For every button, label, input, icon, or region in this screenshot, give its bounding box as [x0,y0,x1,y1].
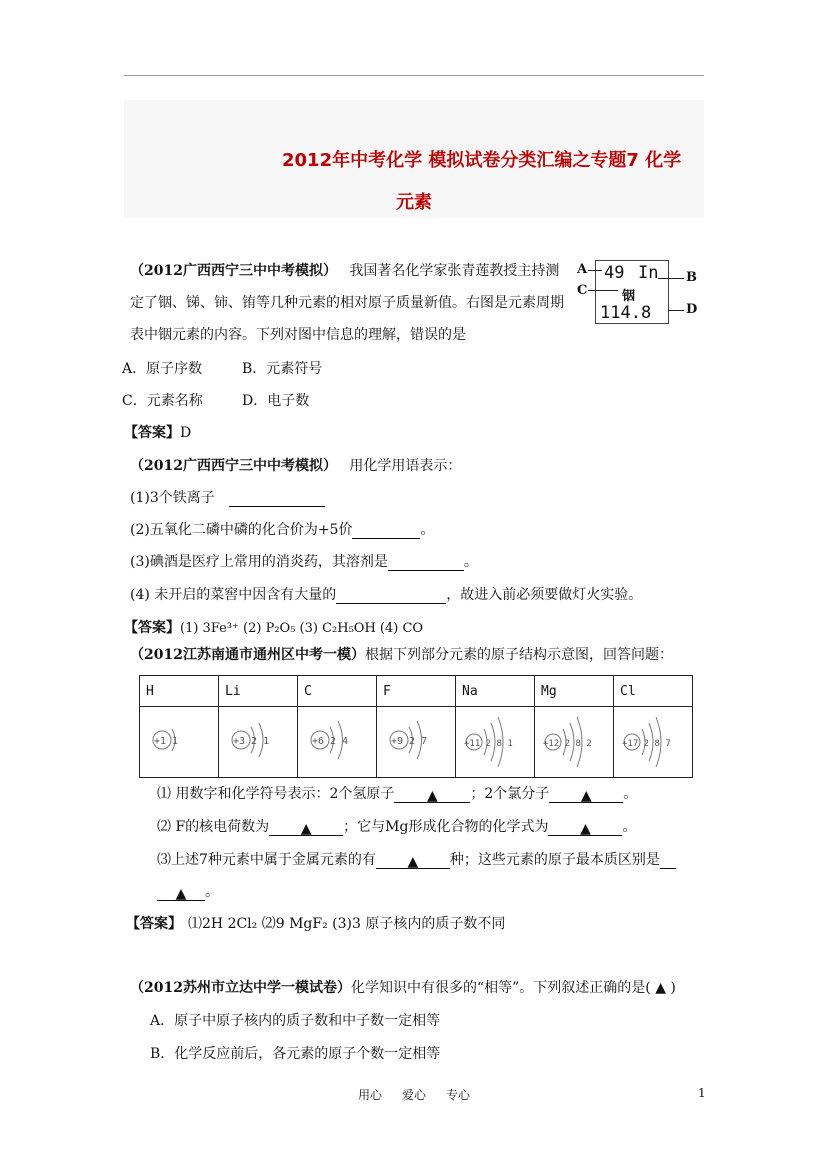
q2-answer [124,617,423,637]
q3-blank5[interactable]: ▲ [376,854,450,869]
q3-item3b: 种；这些元素的原子最本质区别是 [449,852,660,868]
atom-diagram-cl [614,707,692,773]
atom-label: +17 2 8 7 [622,739,671,749]
table-row [140,676,693,707]
doc-title-line2: 元素 [396,192,432,213]
answer-label: 【答案】 [124,620,180,636]
q1-option-c: C．元素名称 [122,393,203,409]
q2-item2-period: 。 [420,522,435,538]
answer-value: (1) 3Fe³⁺ (2) P₂O₅ (3) C₂H₅OH (4) CO [180,621,424,636]
q2-item3-period: 。 [463,554,478,570]
atom-diagram-mg [535,707,613,773]
q2-item2 [130,519,434,539]
q3-source: （2012江苏南通市通州区中考一模） [130,647,365,663]
q2-intro: 用化学用语表示： [349,458,462,474]
element-symbol-cell: C [298,676,377,707]
q3-blank3[interactable]: ▲ [269,821,343,836]
footer-motto-1: 用心 [358,1088,383,1102]
label-b: B [686,270,697,285]
q2-item4-text: (4) 未开启的菜窖中因含有大量的 [130,587,337,603]
q1-option-b: B．元素符号 [242,361,323,377]
atom-diagram-cell [219,707,298,778]
pointer-d [668,310,684,311]
q1-option-d: D．电子数 [242,393,310,409]
atom-structure-table [139,675,693,778]
doc-title-line1: 2012年中考化学 模拟试卷分类汇编之专题7 化学 [282,150,682,171]
q3-item1 [157,783,637,803]
atom-diagram-cell [377,707,456,778]
q2-blank1[interactable] [229,492,325,507]
q1-text1: 我国著名化学家张青莲教授主持测 [349,263,560,279]
pointer-b [658,278,684,279]
pointer-c [588,290,618,291]
q1-option-a: A．原子序数 [122,361,203,377]
element-name: 铟 [622,289,636,304]
atom-label: +1 1 [154,736,179,747]
atomic-number: 49 [604,263,625,283]
element-symbol-cell: Li [219,676,298,707]
q2-line1 [130,455,461,475]
q3-item2 [157,816,636,836]
q1-line1 [130,260,559,280]
q2-blank2[interactable] [352,524,420,539]
element-symbol-cell: H [140,676,219,707]
q2-item4-tail: ，故进入前必须要做灯火实验。 [446,587,643,603]
element-symbol-cell: Na [456,676,535,707]
element-symbol-cell: Cl [614,676,693,707]
atom-diagram-c [298,707,376,773]
q2-item1-text: (1)3个铁离子 [130,490,215,506]
q3-item2a: ⑵ F的核电荷数为 [157,819,270,835]
q3-intro: 根据下列部分元素的原子结构示意图，回答问题： [364,647,673,663]
footer-motto-3: 专心 [446,1088,471,1102]
q2-item4 [130,584,642,604]
q2-blank3[interactable] [388,556,464,571]
q2-blank4[interactable] [336,589,446,604]
q3-item2b: ；它与Mg形成化合物的化学式为 [343,819,549,835]
answer-value: D [180,425,192,441]
header-rule [124,75,704,76]
atom-diagram-h [140,707,218,773]
q3-item1-period: 。 [623,786,638,802]
atom-label: +9 2 7 [391,736,428,747]
q4-option-a: A．原子中原子核内的质子数和中子数一定相等 [150,1013,441,1029]
q3-blank2[interactable]: ▲ [549,788,623,803]
q4-source: （2012苏州市立达中学一模试卷） [130,980,351,996]
q3-item1b: ；2个氯分子 [470,786,550,802]
q3-item3-period: 。 [205,884,219,900]
atom-label: +6 2 4 [312,736,349,747]
q4-text: 化学知识中有很多的“相等”。下列叙述正确的是( ▲ ) [350,980,676,996]
q2-item3 [130,551,478,571]
label-d: D [686,302,698,317]
atom-label: +11 2 8 1 [464,739,513,749]
q2-item2-text: (2)五氧化二磷中磷的化合价为+5价 [130,522,353,538]
q3-item3a: ⑶上述7种元素中属于金属元素的有 [157,852,376,868]
q3-line1 [130,644,673,664]
q2-item3-text: (3)碘酒是医疗上常用的消炎药，其溶剂是 [130,554,388,570]
q3-item1a: ⑴ 用数字和化学符号表示：2个氢原子 [157,786,395,802]
q3-blank4[interactable]: ▲ [548,821,622,836]
pointer-a [588,270,602,271]
q1-text3: 表中铟元素的内容。下列对图中信息的理解，错误的是 [130,327,466,343]
atom-label: +12 2 8 2 [543,739,592,749]
footer-motto-2: 爱心 [402,1088,427,1102]
atom-diagram-cell [140,707,219,778]
answer-value: ⑴2H 2Cl₂ ⑵9 MgF₂ (3)3 原子核内的质子数不同 [188,916,506,932]
atom-diagram-cell [298,707,377,778]
q4-option-b: B．化学反应前后，各元素的原子个数一定相等 [150,1046,441,1062]
q1-text2: 定了铟、锑、铈、铕等几种元素的相对原子质量新值。右图是元素周期 [130,295,564,311]
element-indium-box [595,260,669,324]
atom-diagram-cell [614,707,693,778]
page-number: 1 [698,1086,706,1100]
atom-diagram-li [219,707,297,773]
atom-diagram-na [456,707,534,773]
answer-label: 【答案】 [124,425,180,441]
q3-item2-period: 。 [622,819,637,835]
q2-item1 [130,487,325,507]
q3-item3 [157,849,676,869]
q3-blank6[interactable]: ▲ [157,886,205,901]
atom-diagram-cell [456,707,535,778]
q1-answer [124,422,191,442]
q1-source: （2012广西西宁三中中考模拟） [130,263,337,279]
label-a: A [577,262,588,277]
element-symbol-cell: Mg [535,676,614,707]
q3-blank1[interactable]: ▲ [394,788,470,803]
q4-line1 [130,977,676,997]
table-row [140,707,693,778]
element-symbol: In [638,263,659,283]
q2-source: （2012广西西宁三中中考模拟） [130,458,337,474]
atom-diagram-f [377,707,455,773]
atomic-mass: 114.8 [600,303,652,323]
label-c: C [577,283,588,298]
q3-blank6-start[interactable] [660,854,676,869]
q3-item3-cont [157,881,219,901]
answer-label: 【答案】 [126,916,182,932]
q3-answer [126,913,505,933]
element-symbol-cell: F [377,676,456,707]
atom-diagram-cell [535,707,614,778]
atom-label: +3 2 1 [233,736,270,747]
